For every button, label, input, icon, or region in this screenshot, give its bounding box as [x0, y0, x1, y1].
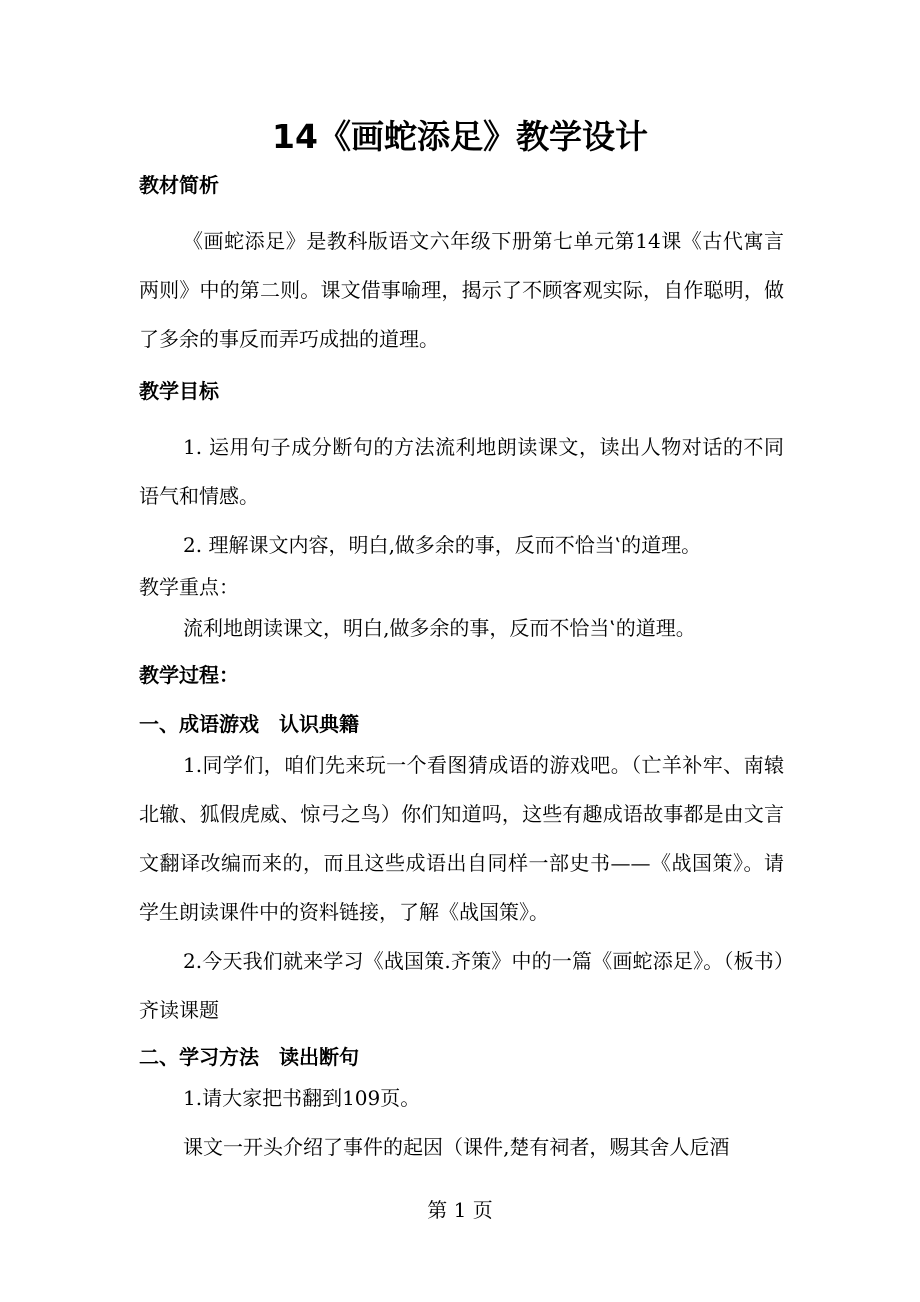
- goal-item-1: 1. 运用句子成分断句的方法流利地朗读课文，读出人物对话的不同语气和情感。: [139, 435, 784, 508]
- part1-item-2: 2.今天我们就来学习《战国策.齐策》中的一篇《画蛇添足》。（板书）齐读课题: [139, 949, 784, 1022]
- section-heading-process: 教学过程：: [139, 663, 239, 687]
- section-heading-part2: 二、学习方法 读出断句: [139, 1045, 359, 1069]
- section-heading-part1: 一、成语游戏 认识典籍: [139, 712, 359, 736]
- section-heading-focus: 教学重点：: [139, 575, 239, 599]
- section-heading-material: 教材简析: [139, 173, 219, 197]
- document-title: 14《画蛇添足》教学设计: [272, 117, 648, 156]
- focus-paragraph: 流利地朗读课文，明白‚做多余的事，反而不恰当‛的道理。: [183, 616, 696, 640]
- page-number: 第 1 页: [427, 1198, 493, 1222]
- section-heading-goals: 教学目标: [139, 379, 219, 403]
- document-body: [139, 168, 784, 1172]
- part2-item-2: 课文一开头介绍了事件的起因（课件‚楚有祠者，赐其舍人卮酒: [183, 1135, 730, 1159]
- material-paragraph: 《画蛇添足》是教科版语文六年级下册第七单元第14课《古代寓言两则》中的第二则。课文借事喻理，揭示了不顾客观实际，自作聪明，做了多余的事反而弄巧成拙的道理。: [139, 229, 784, 351]
- goal-item-2: 2. 理解课文内容，明白‚做多余的事，反而不恰当‛的道理。: [183, 533, 702, 557]
- part1-item-1: 1.同学们，咱们先来玩一个看图猜成语的游戏吧。（亡羊补牢、南辕北辙、狐假虎威、惊弓之鸟）你们知道吗，这些有趣成语故事都是由文言文翻译改编而来的，而且这些成语出自同样一部史书——《战国策》。请学生朗读课件中的资料链接，了解《战国策》。: [139, 753, 784, 924]
- part2-item-1: 1.请大家把书翻到109页。: [183, 1086, 421, 1110]
